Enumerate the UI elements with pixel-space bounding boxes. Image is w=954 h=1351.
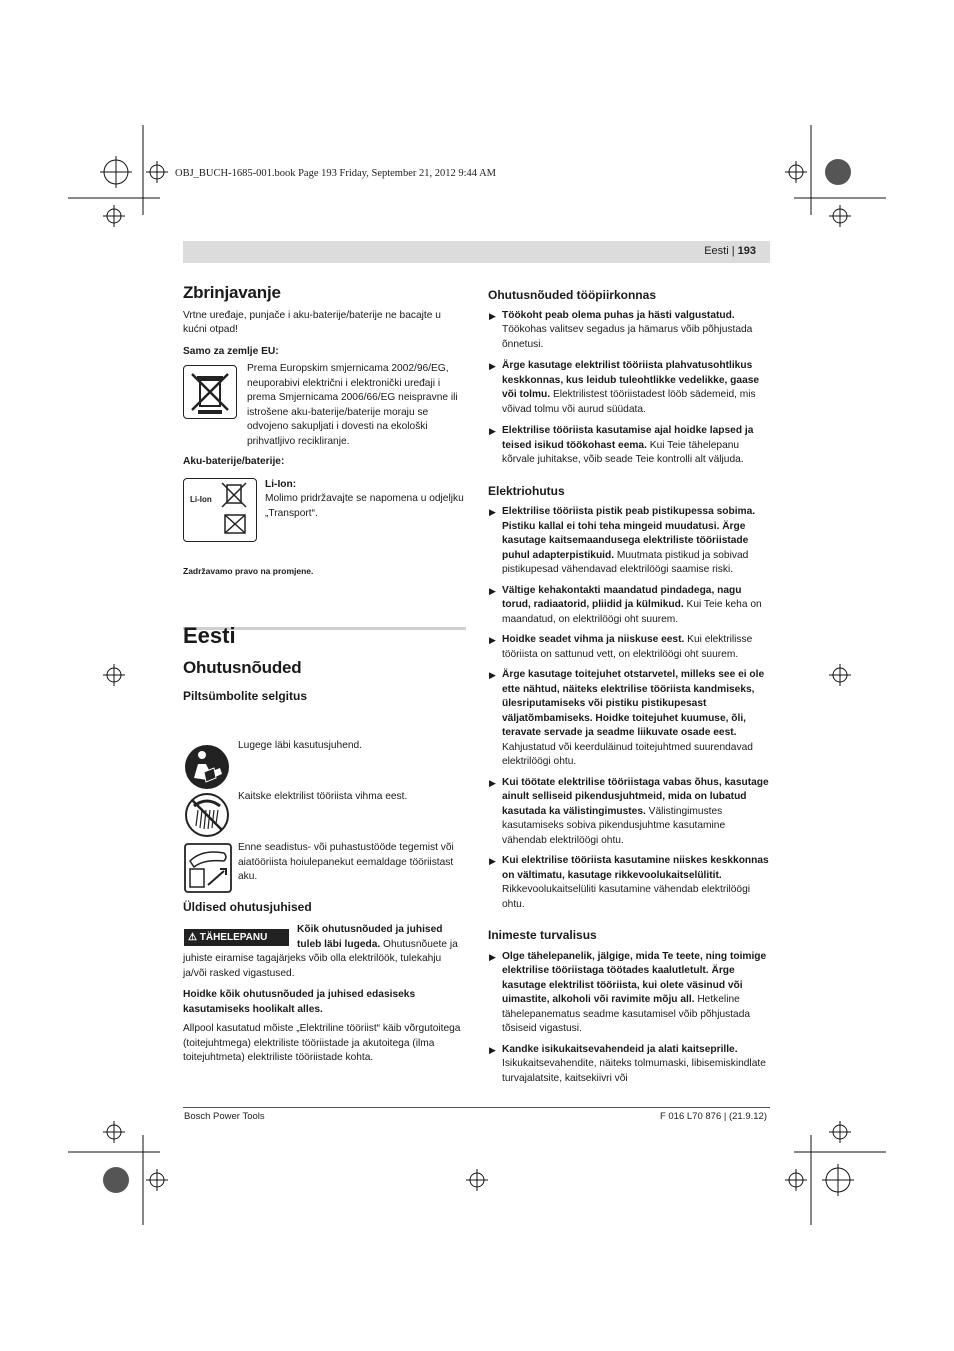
disposal-intro: Vrtne uređaje, punjače i aku-baterije/baterije ne bacajte u kućni otpad! <box>183 309 441 335</box>
section-title-personal: Inimeste turvalisus <box>488 928 597 942</box>
header-separator: | <box>731 245 735 257</box>
bullet-arrow-icon: ▶ <box>489 507 496 517</box>
page-header <box>183 241 770 263</box>
header-language: Eesti <box>704 245 729 257</box>
bullet-arrow-icon: ▶ <box>489 426 496 436</box>
footer-left: Bosch Power Tools <box>184 1111 265 1122</box>
read-manual-icon <box>184 744 230 790</box>
bullet-arrow-icon: ▶ <box>489 635 496 645</box>
warning-bold: Kõik ohutusnõuded ja juhised tuleb läbi lugeda. <box>297 924 443 950</box>
unplug-icon <box>184 843 232 893</box>
bullet-arrow-icon: ▶ <box>489 361 496 371</box>
symbol-text-no-rain: Kaitske elektrilist tööriista vihma eest. <box>238 791 408 802</box>
bullet-arrow-icon: ▶ <box>489 670 496 680</box>
symbol-read-manual <box>184 744 230 795</box>
warning-text: Ohutusnõuete ja juhiste eiramise tagajärjeks võib olla elektrilöök, tulekahju ja/või rasked vigastused. <box>183 938 458 979</box>
li-ion-recycling-icon <box>183 478 257 542</box>
warning-paragraph <box>183 923 466 981</box>
li-ion-title: Li-Ion: <box>265 478 297 490</box>
list-item: ▶ Kandke isikukaitsevahendeid ja alati kaitseprille. Isikukaitsevahendite, näiteks tolmumaski, libisemiskindlate turvajalatsite, kaitsekiivri või <box>489 1043 766 1084</box>
eu-directive-text: Prema Europskim smjernicama 2002/96/EG, neuporabivi električni i elektronički uređaji i prema Smjernicama 2006/66/EG neispravne ili istrošene aku-baterije/baterije moraju se odvojeno sakupljati i dovesti na ekološki prihvatljivo recikliranje. <box>247 363 458 447</box>
symbol-unplug <box>184 843 232 898</box>
list-item: ▶ Kui töötate elektrilise tööriistaga vabas õhus, kasutage ainult selliseid pikendusjuhtmeid, mida on lubatud kasutada ka välistingimustes. Välistingimustes kasutamiseks sobiva pikendusjuhtme kasutamine vähendab elektrilöögi ohtu. <box>489 776 769 846</box>
bullet-arrow-icon: ▶ <box>489 777 496 788</box>
section-title-symbols: Piltsümbolite selgitus <box>183 689 308 703</box>
bullet-arrow-icon: ▶ <box>489 951 496 962</box>
right-column <box>488 288 770 1086</box>
file-info-line: OBJ_BUCH-1685-001.book Page 193 Friday, September 21, 2012 9:44 AM <box>175 168 497 179</box>
bullet-arrow-icon: ▶ <box>489 856 496 866</box>
footer-rule <box>183 1107 770 1108</box>
list-item: ▶ Hoidke seadet vihma ja niiskuse eest. Kui elektrilisse tööriista on sattunud vett, on elektrilöögi oht suurem. <box>489 634 753 660</box>
list-item: ▶ Olge tähelepanelik, jälgige, mida Te teete, ning toimige elektrilise tööriistaga töötades kaalutletult. Ärge kasutage elektrilist tööriista, kui olete väsinud või uimastite, alkoholi või ravimite mõju all. Hetkeline tähelepanematus seadme kasutamisel võib põhjustada tõsiseid vigastusi. <box>489 950 767 1034</box>
section-title-workplace: Ohutusnõuded tööpiirkonnas <box>488 288 656 302</box>
section-title-electrical: Elektriohutus <box>488 483 565 498</box>
li-ion-text: Molimo pridržavajte se napomena u odjeljku „Transport“. <box>265 493 464 519</box>
bullet-arrow-icon: ▶ <box>489 1044 496 1055</box>
no-rain-icon <box>184 792 230 838</box>
footer-right: F 016 L70 876 | (21.9.12) <box>659 1111 767 1122</box>
page-number: 193 <box>737 245 756 257</box>
keep-instructions: Hoidke kõik ohutusnõuded ja juhised edasiseks kasutamiseks hoolikalt alles. <box>183 989 416 1015</box>
bullet-arrow-icon: ▶ <box>489 310 496 321</box>
list-item: ▶ Elektrilise tööriista kasutamise ajal hoidke lapsed ja teised isikud töökohast eema. Kui Teie tähelepanu kõrvale juhitakse, võib seade Teie kontrolli alt väljuda. <box>489 425 754 465</box>
symbol-no-rain <box>184 792 230 843</box>
left-column <box>183 283 466 578</box>
list-item: ▶ Ärge kasutage toitejuhet otstarvetel, milleks see ei ole ette nähtud, näiteks elektrilise tööriista kandmiseks, ülesriputamiseks või pistiku pistikupesast väljatõmbamiseks. Hoidke toitejuhet kuumuse, õli, teravate servade ja seadme liikuvate osade eest. Kahjustatud või keerduläinud toitejuhtmed suurendavad elektrilöögi ohtu. <box>489 669 765 767</box>
section-title-zbrinjavanje: Zbrinjavanje <box>183 283 281 302</box>
list-item: ▶ Töökoht peab olema puhas ja hästi valgustatud. Töökohas valitsev segadus ja hämarus võib põhjustada õnnetusi. <box>489 309 753 350</box>
list-item: ▶ Vältige kehakontakti maandatud pindadega, nagu torud, radiaatorid, pliidid ja külmikud. Kui Teie keha on maandatud, on elektrilöögi oht suurem. <box>489 584 762 625</box>
list-item: ▶ Kui elektrilise tööriista kasutamine niiskes keskkonnas on vältimatu, kasutage rikkevoolukaitselülitit. Rikkevoolukaitselüliti kasutamine vähendab elektrilöögi ohtu. <box>489 855 769 910</box>
battery-label: Aku-baterije/baterije: <box>183 456 285 467</box>
eesti-section <box>183 623 466 704</box>
term-definition: Allpool kasutatud mõiste „Elektriline tööriist“ käib võrgutoitega (toitejuhtmega) elektriliste tööriistade ja akutoitega (ilma toitejuhtmeta) elektriliste tööriistade kohta. <box>183 1023 461 1063</box>
li-ion-icon-label: Li-Ion <box>190 494 212 504</box>
list-item: ▶ Elektrilise tööriista pistik peab pistikupessa sobima. Pistiku kallal ei tohi teha mingeid muudatusi. Ärge kasutage kaitsemaandusega elektriliste tööriistade puhul adapterpistikuid. Muutmata pistikud ja sobivad pistikupesad vähendavad elektrilöögi saamise riski. <box>489 506 756 575</box>
bullet-arrow-icon: ▶ <box>489 585 496 596</box>
reserve-rights: Zadržavamo pravo na promjene. <box>183 565 314 576</box>
symbol-text-read-manual: Lugege läbi kasutusjuhend. <box>238 740 363 751</box>
eu-label: Samo za zemlje EU: <box>183 345 279 357</box>
section-title-ohutusnouded: Ohutusnõuded <box>183 657 302 677</box>
list-item: ▶ Ärge kasutage elektrilist tööriista plahvatusohtlikus keskkonnas, kus leidub tuleohtlikke vedelikke, gaase või tolmu. Elektrilistest tööriistadest lööb sädemeid, mis võivad tolmu või aurud süüdata. <box>489 360 760 415</box>
warning-label: TÄHELEPANU <box>199 932 268 943</box>
section-title-general-safety: Üldised ohutusjuhised <box>183 900 312 914</box>
weee-bin-icon <box>183 365 237 419</box>
symbol-text-unplug: Enne seadistus- või puhastustööde tegemist või aiatööriista hoiulepanekut eemaldage tööriistast aku. <box>238 842 454 882</box>
warning-triangle-icon: ⚠ <box>188 932 197 943</box>
language-title: Eesti <box>183 623 236 648</box>
